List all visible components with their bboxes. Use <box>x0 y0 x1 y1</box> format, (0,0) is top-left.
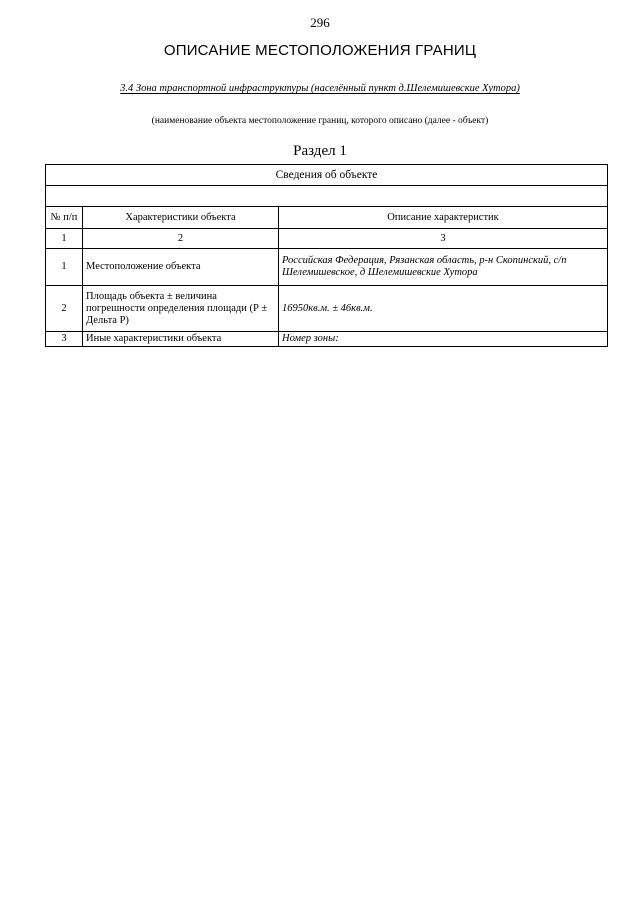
object-info-table <box>45 164 608 347</box>
object-name <box>0 83 640 94</box>
table-blank-row <box>46 186 608 207</box>
page-number: 296 <box>310 15 330 30</box>
table-header-row <box>46 165 608 186</box>
document-title: ОПИСАНИЕ МЕСТОПОЛОЖЕНИЯ ГРАНИЦ <box>163 42 477 59</box>
row-description: 16950кв.м. ± 46кв.м. <box>279 286 608 332</box>
row-characteristic: Местоположение объекта <box>83 249 279 286</box>
table-header: Сведения об объекте <box>46 165 608 186</box>
table-blank-cell <box>46 186 608 207</box>
row-characteristic: Площадь объекта ± величина погрешности определения площади (Р ± Дельта Р) <box>83 286 279 332</box>
object-name-text: 3.4 Зона транспортной инфраструктуры (населённый пункт д.Шелемишевские Хутора) <box>120 83 520 94</box>
row-characteristic: Иные характеристики объекта <box>83 332 279 347</box>
column-header-description: Описание характеристик <box>279 207 608 229</box>
object-name-caption: (наименование объекта местоположение границ, которого описано (далее - объект) <box>151 116 489 126</box>
column-number-row <box>46 229 608 249</box>
table-row <box>46 286 608 332</box>
table-row <box>46 332 608 347</box>
column-header-row <box>46 207 608 229</box>
column-number-1: 1 <box>46 229 83 249</box>
table-row <box>46 249 608 286</box>
row-description: Номер зоны: <box>279 332 608 347</box>
row-number: 3 <box>46 332 83 347</box>
row-number: 2 <box>46 286 83 332</box>
column-number-2: 2 <box>83 229 279 249</box>
row-description: Российская Федерация, Рязанская область, р-н Скопинский, с/п Шелемишевское, д Шелемишевские Хутора <box>279 249 608 286</box>
section-title: Раздел 1 <box>293 143 347 159</box>
column-header-number: № п/п <box>46 207 83 229</box>
row-number: 1 <box>46 249 83 286</box>
column-number-3: 3 <box>279 229 608 249</box>
column-header-characteristic: Характеристики объекта <box>83 207 279 229</box>
